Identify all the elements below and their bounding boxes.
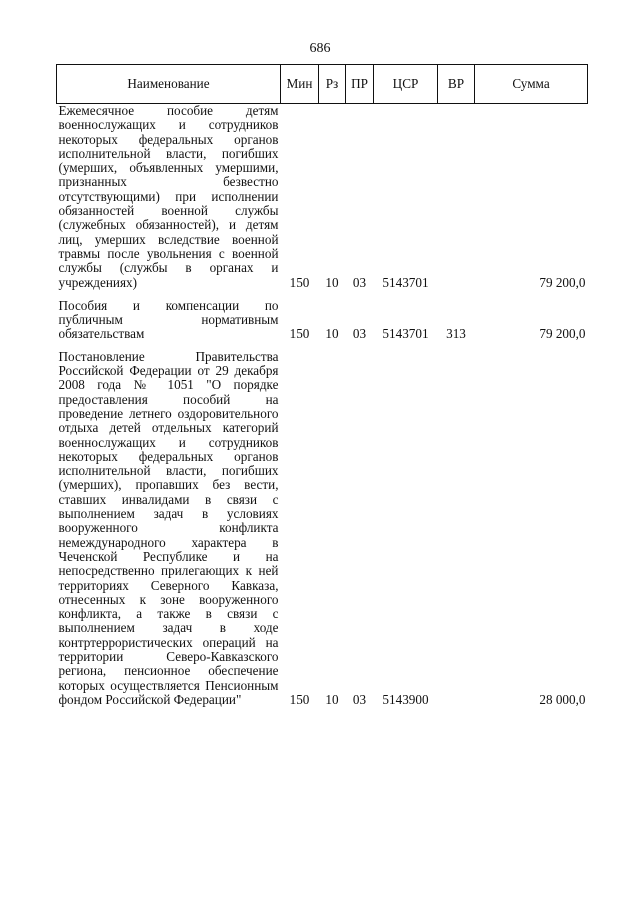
row-csr: 5143900 bbox=[382, 691, 429, 707]
row-sum: 79 200,0 bbox=[539, 274, 586, 290]
row-csr: 5143701 bbox=[382, 274, 429, 290]
table-header bbox=[57, 65, 588, 104]
header-pr: ПР bbox=[346, 65, 374, 104]
page-number: 686 bbox=[309, 41, 331, 56]
row-rz: 10 bbox=[325, 274, 339, 290]
row-sum: 28 000,0 bbox=[539, 691, 586, 707]
row-vr: 313 bbox=[446, 326, 466, 342]
row-pr: 03 bbox=[352, 274, 367, 290]
row-rz: 10 bbox=[325, 326, 339, 342]
budget-table bbox=[56, 64, 588, 707]
row-min: 150 bbox=[289, 691, 310, 707]
row-rz: 10 bbox=[325, 691, 339, 707]
row-vr bbox=[438, 342, 475, 707]
row-name: Пособия и компенсации по публичным нормативным обязательствам bbox=[58, 297, 279, 342]
table-row bbox=[57, 342, 588, 707]
row-vr bbox=[438, 104, 475, 290]
row-name: Постановление Правительства Российской Федерации от 29 декабря 2008 года № 1051 "О порядке предоставления пособий на проведение летнего оздоровительного отдыха детей отдельных категорий военнослужащих и сотрудников некоторых федеральных органов исполнительной власти, погибших (умерших), пропавших без вести, ставших инвалидами в связи с выполнением задач в условиях вооруженного конфликта немеждународного характера в Чеченской Республике и на непосредственно прилегающих к ней территориях Северного Кавказа, отнесенных к зоне вооруженного конфликта, а также в связи с выполнением задач в ходе контртеррористических операций на территории Северо-Кавказского региона, пенсионное обеспечение которых осуществляется Пенсионным фондом Российской Федерации" bbox=[58, 348, 279, 707]
table-row bbox=[57, 104, 588, 290]
header-name: Наименование bbox=[57, 65, 281, 104]
table-row bbox=[57, 290, 588, 342]
header-min: Мин bbox=[281, 65, 319, 104]
header-vr: ВР bbox=[438, 65, 475, 104]
row-pr: 03 bbox=[352, 326, 367, 342]
row-name: Ежемесячное пособие детям военнослужащих и сотрудников некоторых федеральных органов исполнительной власти, погибших (умерших, объявленных умершими, признанных безвестно отсутствующими) при исполнении обязанностей военной службы (служебных обязанностей), и детям лиц, умерших вследствие военной травмы после увольнения с военной службы (службы в органах и учреждениях) bbox=[58, 103, 279, 290]
row-pr: 03 bbox=[352, 691, 367, 707]
row-csr: 5143701 bbox=[382, 326, 429, 342]
header-csr: ЦСР bbox=[374, 65, 438, 104]
row-min: 150 bbox=[289, 326, 310, 342]
row-sum: 79 200,0 bbox=[539, 326, 586, 342]
header-sum: Сумма bbox=[475, 65, 588, 104]
header-rz: Рз bbox=[319, 65, 346, 104]
row-min: 150 bbox=[289, 274, 310, 290]
